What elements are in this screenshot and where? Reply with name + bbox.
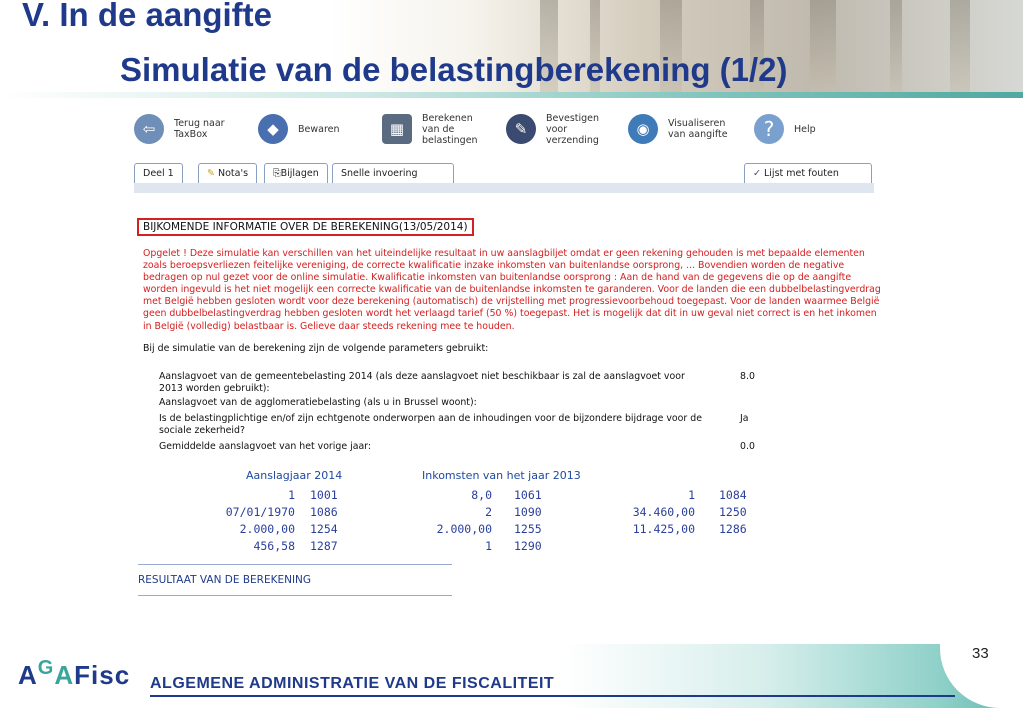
back-to-taxbox-button[interactable]: ⇦ Terug naar TaxBox bbox=[134, 106, 225, 152]
help-button[interactable]: ? Help bbox=[754, 106, 816, 152]
title-band bbox=[0, 92, 1023, 98]
divider bbox=[138, 595, 452, 596]
tab-deel1[interactable]: Deel 1 bbox=[134, 163, 183, 183]
section-heading-highlighted: BIJKOMENDE INFORMATIE OVER DE BEREKENING(13/05/2014) bbox=[137, 218, 474, 236]
help-question-icon: ? bbox=[754, 114, 784, 144]
tab-lijst-met-fouten[interactable]: ✓ Lijst met fouten bbox=[744, 163, 872, 183]
save-diamond-icon: ◆ bbox=[258, 114, 288, 144]
param-row: Aanslagvoet van de gemeentebelasting 2014 (als deze aanslagvoet niet beschikbaar is zal de aanslagvoet voor 2013 worden gebruikt): 8.0 bbox=[159, 371, 755, 394]
page-number: 33 bbox=[972, 645, 989, 662]
pen-icon: ✎ bbox=[506, 114, 536, 144]
tab-strip bbox=[134, 183, 874, 193]
result-heading: RESULTAAT VAN DE BEREKENING bbox=[138, 574, 312, 586]
slide-subtitle: Simulatie van de belastingberekening (1/2) bbox=[120, 51, 788, 88]
calculate-taxes-button[interactable]: ▦ Berekenen van de belastingen bbox=[382, 106, 478, 152]
codes-title-income: Inkomsten van het jaar 2013 bbox=[422, 469, 581, 482]
warning-text: Opgelet ! Deze simulatie kan verschillen van het uiteindelijke resultaat in uw aanslagbiljet omdat er geen rekening gehouden is met bepaalde elementen zoals beroepsverliezen feitelijke vereniging, de correcte kwalificatie inzake inkomsten van buitenlandse oorsprong, ... Bovendien worden de negative bedragen op nul gezet voor de online simulatie. Kwalificatie inkomsten van buitenlandse oorsprong : Aan de hand van de gegevens die op de aangifte worden ingevuld is het niet mogelijk een correcte kwalificatie van de buitenlandse inkomsten te garanderen. Voor de landen die een dubbelbelastingverdrag met België hebben gesloten wordt voor deze berekening (automatisch) de vrijstelling met progressievoorbehoud toegepast. Voor de landen waarmee België geen dubbelbelastingverdrag hebben gesloten wordt het verlaagd tarief (50 %) toegepast. Het is mogelijk dat dit in uw geval niet correct is en het inkomen in België (volledig) belastbaar is. Gelieve daar steeds rekening mee te houden. bbox=[143, 248, 881, 332]
param-row: Aanslagvoet van de agglomeratiebelasting (als u in Brussel woont): bbox=[159, 397, 477, 408]
paperclip-icon: ⎘ bbox=[273, 168, 281, 179]
tab-notas[interactable]: ✎ Nota's bbox=[198, 163, 257, 183]
visualize-return-button[interactable]: ◉ Visualiseren van aangifte bbox=[628, 106, 728, 152]
confirm-submit-button[interactable]: ✎ Bevestigen voor verzending bbox=[506, 106, 599, 152]
param-row: Is de belastingplichtige en/of zijn echtgenote onderworpen aan de inhoudingen voor de bijzondere bijdrage voor de sociale zekerheid? Ja bbox=[159, 413, 749, 436]
back-arrow-icon: ⇦ bbox=[134, 114, 164, 144]
save-button[interactable]: ◆ Bewaren bbox=[258, 106, 340, 152]
params-intro: Bij de simulatie van de berekening zijn de volgende parameters gebruikt: bbox=[143, 343, 489, 354]
toolbar bbox=[134, 106, 874, 152]
footer-organisation: ALGEMENE ADMINISTRATIE VAN DE FISCALITEIT bbox=[150, 675, 555, 692]
footer-rule bbox=[150, 695, 955, 697]
codes-title-year: Aanslagjaar 2014 bbox=[246, 469, 343, 482]
aafisc-logo: $A^GAFisc$ bbox=[18, 657, 131, 690]
tab-bijlagen[interactable]: ⎘Bijlagen bbox=[264, 163, 328, 183]
eye-icon: ◉ bbox=[628, 114, 658, 144]
parameters-list bbox=[159, 371, 769, 455]
checkmark-pen-icon: ✓ bbox=[753, 168, 761, 179]
slide-title: V. In de aangifte bbox=[22, 0, 273, 33]
calculator-icon: ▦ bbox=[382, 114, 412, 144]
param-row: Gemiddelde aanslagvoet van het vorige jaar: 0.0 bbox=[159, 441, 755, 452]
tab-snelle-invoering[interactable]: Snelle invoering bbox=[332, 163, 454, 183]
note-icon: ✎ bbox=[207, 168, 215, 179]
tab-bar bbox=[134, 163, 874, 185]
divider bbox=[138, 564, 452, 565]
